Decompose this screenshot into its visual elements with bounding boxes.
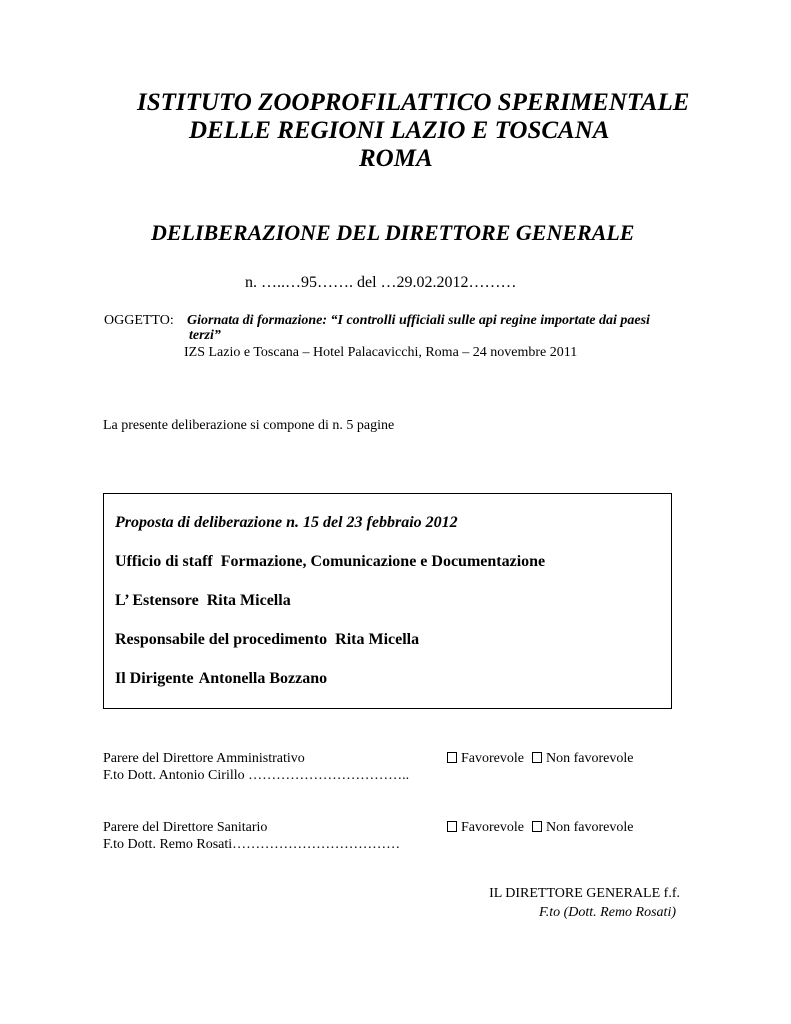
proposal-box [103, 493, 672, 709]
responsabile-value: Rita Micella [335, 631, 420, 648]
deliberation-number-date: n. …..…95……. del …29.02.2012……… [245, 274, 517, 291]
institute-name-line1: ISTITUTO ZOOPROFILATTICO SPERIMENTALE [137, 89, 690, 116]
director-general-role: IL DIRETTORE GENERALE f.f. [489, 886, 680, 901]
document-title: DELIBERAZIONE DEL DIRETTORE GENERALE [151, 220, 635, 245]
oggetto-label: OGGETTO: [104, 313, 174, 328]
staff-office-value: Formazione, Comunicazione e Documentazione [220, 553, 546, 570]
responsabile-row [115, 631, 419, 649]
parere-sanitario-options [447, 820, 633, 836]
oggetto-subject-line1: Giornata di formazione: “I controlli ufficiali sulle api regine importate dai paesi [187, 313, 650, 328]
staff-office-label: Ufficio di staff [115, 553, 213, 570]
parere-amministrativo-title: Parere del Direttore Amministrativo [103, 751, 305, 766]
unfavorable-checkbox[interactable] [532, 821, 542, 832]
institute-city: ROMA [359, 145, 433, 172]
estensore-row [115, 592, 291, 610]
institute-name-line2: DELLE REGIONI LAZIO E TOSCANA [189, 117, 610, 144]
parere-amministrativo-signature: F.to Dott. Antonio Cirillo …………………………….. [103, 768, 410, 783]
dirigente-label: Il Dirigente [115, 670, 194, 687]
director-general-signature: F.to (Dott. Remo Rosati) [538, 905, 676, 920]
responsabile-label: Responsabile del procedimento [115, 631, 328, 648]
unfavorable-checkbox[interactable] [532, 752, 542, 763]
oggetto-subject-line2: terzi” [189, 328, 221, 343]
parere-amministrativo-options [447, 751, 633, 767]
favorable-checkbox[interactable] [447, 752, 457, 763]
favorable-checkbox[interactable] [447, 821, 457, 832]
favorable-label: Favorevole [461, 820, 524, 835]
estensore-value: Rita Micella [206, 592, 291, 609]
proposal-reference: Proposta di deliberazione n. 15 del 23 febbraio 2012 [115, 514, 458, 531]
page-count-note: La presente deliberazione si compone di n. 5 pagine [103, 418, 395, 433]
staff-office-row [115, 553, 545, 571]
parere-sanitario-title: Parere del Direttore Sanitario [103, 820, 268, 835]
estensore-label: L’ Estensore [115, 592, 199, 609]
oggetto-venue-date: IZS Lazio e Toscana – Hotel Palacavicchi, Roma – 24 novembre 2011 [184, 345, 578, 360]
dirigente-value: Antonella Bozzano [198, 670, 328, 687]
unfavorable-label: Non favorevole [545, 820, 634, 835]
parere-sanitario-signature: F.to Dott. Remo Rosati……………………………… [103, 837, 401, 852]
favorable-label: Favorevole [461, 751, 524, 766]
unfavorable-label: Non favorevole [545, 751, 634, 766]
dirigente-row [115, 670, 327, 688]
